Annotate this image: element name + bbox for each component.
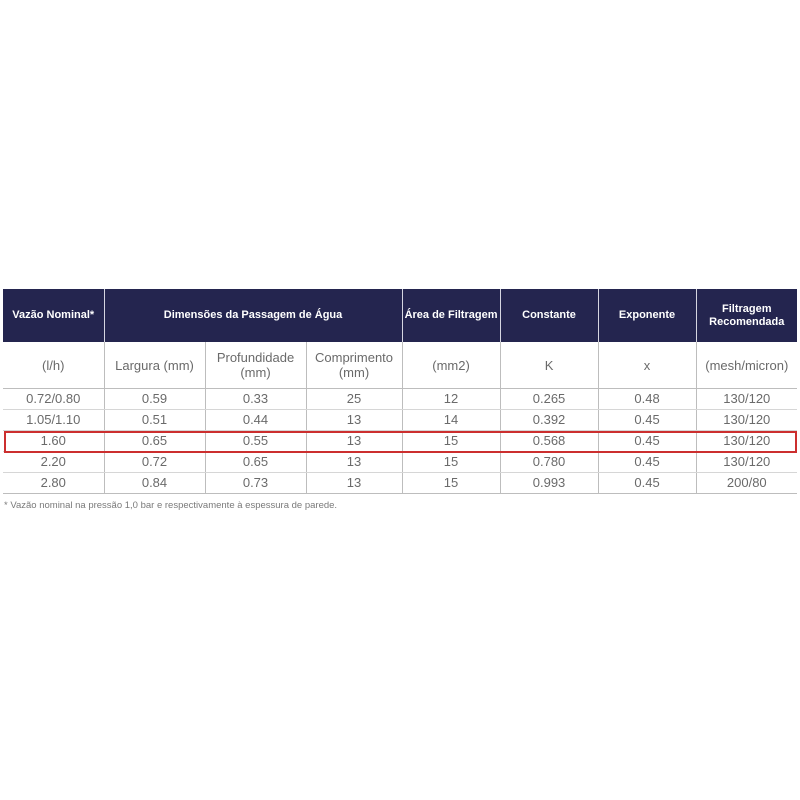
- cell-flow: 1.05/1.10: [3, 410, 104, 431]
- cell-width: 0.72: [104, 452, 205, 473]
- cell-area: 15: [402, 473, 500, 494]
- unit-area: (mm2): [402, 342, 500, 389]
- table-row: [3, 431, 797, 452]
- cell-length: 13: [306, 431, 402, 452]
- cell-width: 0.65: [104, 431, 205, 452]
- cell-constant: 0.568: [500, 431, 598, 452]
- cell-depth: 0.65: [205, 452, 306, 473]
- header-filter-area: Área de Filtragem: [402, 289, 500, 342]
- unit-filtration: (mesh/micron): [696, 342, 797, 389]
- cell-width: 0.51: [104, 410, 205, 431]
- cell-exponent: 0.45: [598, 410, 696, 431]
- cell-constant: 0.780: [500, 452, 598, 473]
- cell-exponent: 0.48: [598, 389, 696, 410]
- header-constant: Constante: [500, 289, 598, 342]
- cell-flow: 0.72/0.80: [3, 389, 104, 410]
- table-row: [3, 452, 797, 473]
- unit-flow: (l/h): [3, 342, 104, 389]
- unit-depth: Profundidade (mm): [205, 342, 306, 389]
- cell-width: 0.59: [104, 389, 205, 410]
- cell-exponent: 0.45: [598, 473, 696, 494]
- unit-width: Largura (mm): [104, 342, 205, 389]
- cell-exponent: 0.45: [598, 431, 696, 452]
- cell-depth: 0.33: [205, 389, 306, 410]
- cell-depth: 0.44: [205, 410, 306, 431]
- cell-area: 12: [402, 389, 500, 410]
- cell-constant: 0.993: [500, 473, 598, 494]
- cell-area: 14: [402, 410, 500, 431]
- cell-flow: 2.80: [3, 473, 104, 494]
- table-row: [3, 389, 797, 410]
- cell-width: 0.84: [104, 473, 205, 494]
- header-row: [3, 289, 797, 342]
- cell-length: 25: [306, 389, 402, 410]
- cell-filtration: 130/120: [696, 452, 797, 473]
- header-exponent: Exponente: [598, 289, 696, 342]
- cell-exponent: 0.45: [598, 452, 696, 473]
- header-flow: Vazão Nominal*: [3, 289, 104, 342]
- cell-filtration: 130/120: [696, 389, 797, 410]
- table-row: [3, 410, 797, 431]
- table-row: [3, 473, 797, 494]
- unit-constant: K: [500, 342, 598, 389]
- cell-depth: 0.55: [205, 431, 306, 452]
- cell-length: 13: [306, 473, 402, 494]
- cell-depth: 0.73: [205, 473, 306, 494]
- footnote: * Vazão nominal na pressão 1,0 bar e respectivamente à espessura de parede.: [4, 500, 338, 511]
- cell-area: 15: [402, 452, 500, 473]
- cell-filtration: 130/120: [696, 410, 797, 431]
- unit-exponent: x: [598, 342, 696, 389]
- cell-length: 13: [306, 410, 402, 431]
- cell-flow: 1.60: [3, 431, 104, 452]
- cell-filtration: 130/120: [696, 431, 797, 452]
- cell-filtration: 200/80: [696, 473, 797, 494]
- unit-length: Comprimento (mm): [306, 342, 402, 389]
- cell-flow: 2.20: [3, 452, 104, 473]
- table-body: [3, 389, 797, 494]
- header-passage-dimensions: Dimensões da Passagem de Água: [104, 289, 402, 342]
- cell-area: 15: [402, 431, 500, 452]
- specs-table: [3, 289, 797, 494]
- units-row: [3, 342, 797, 389]
- header-recommended-filtration: Filtragem Recomendada: [696, 289, 797, 342]
- cell-constant: 0.265: [500, 389, 598, 410]
- cell-length: 13: [306, 452, 402, 473]
- cell-constant: 0.392: [500, 410, 598, 431]
